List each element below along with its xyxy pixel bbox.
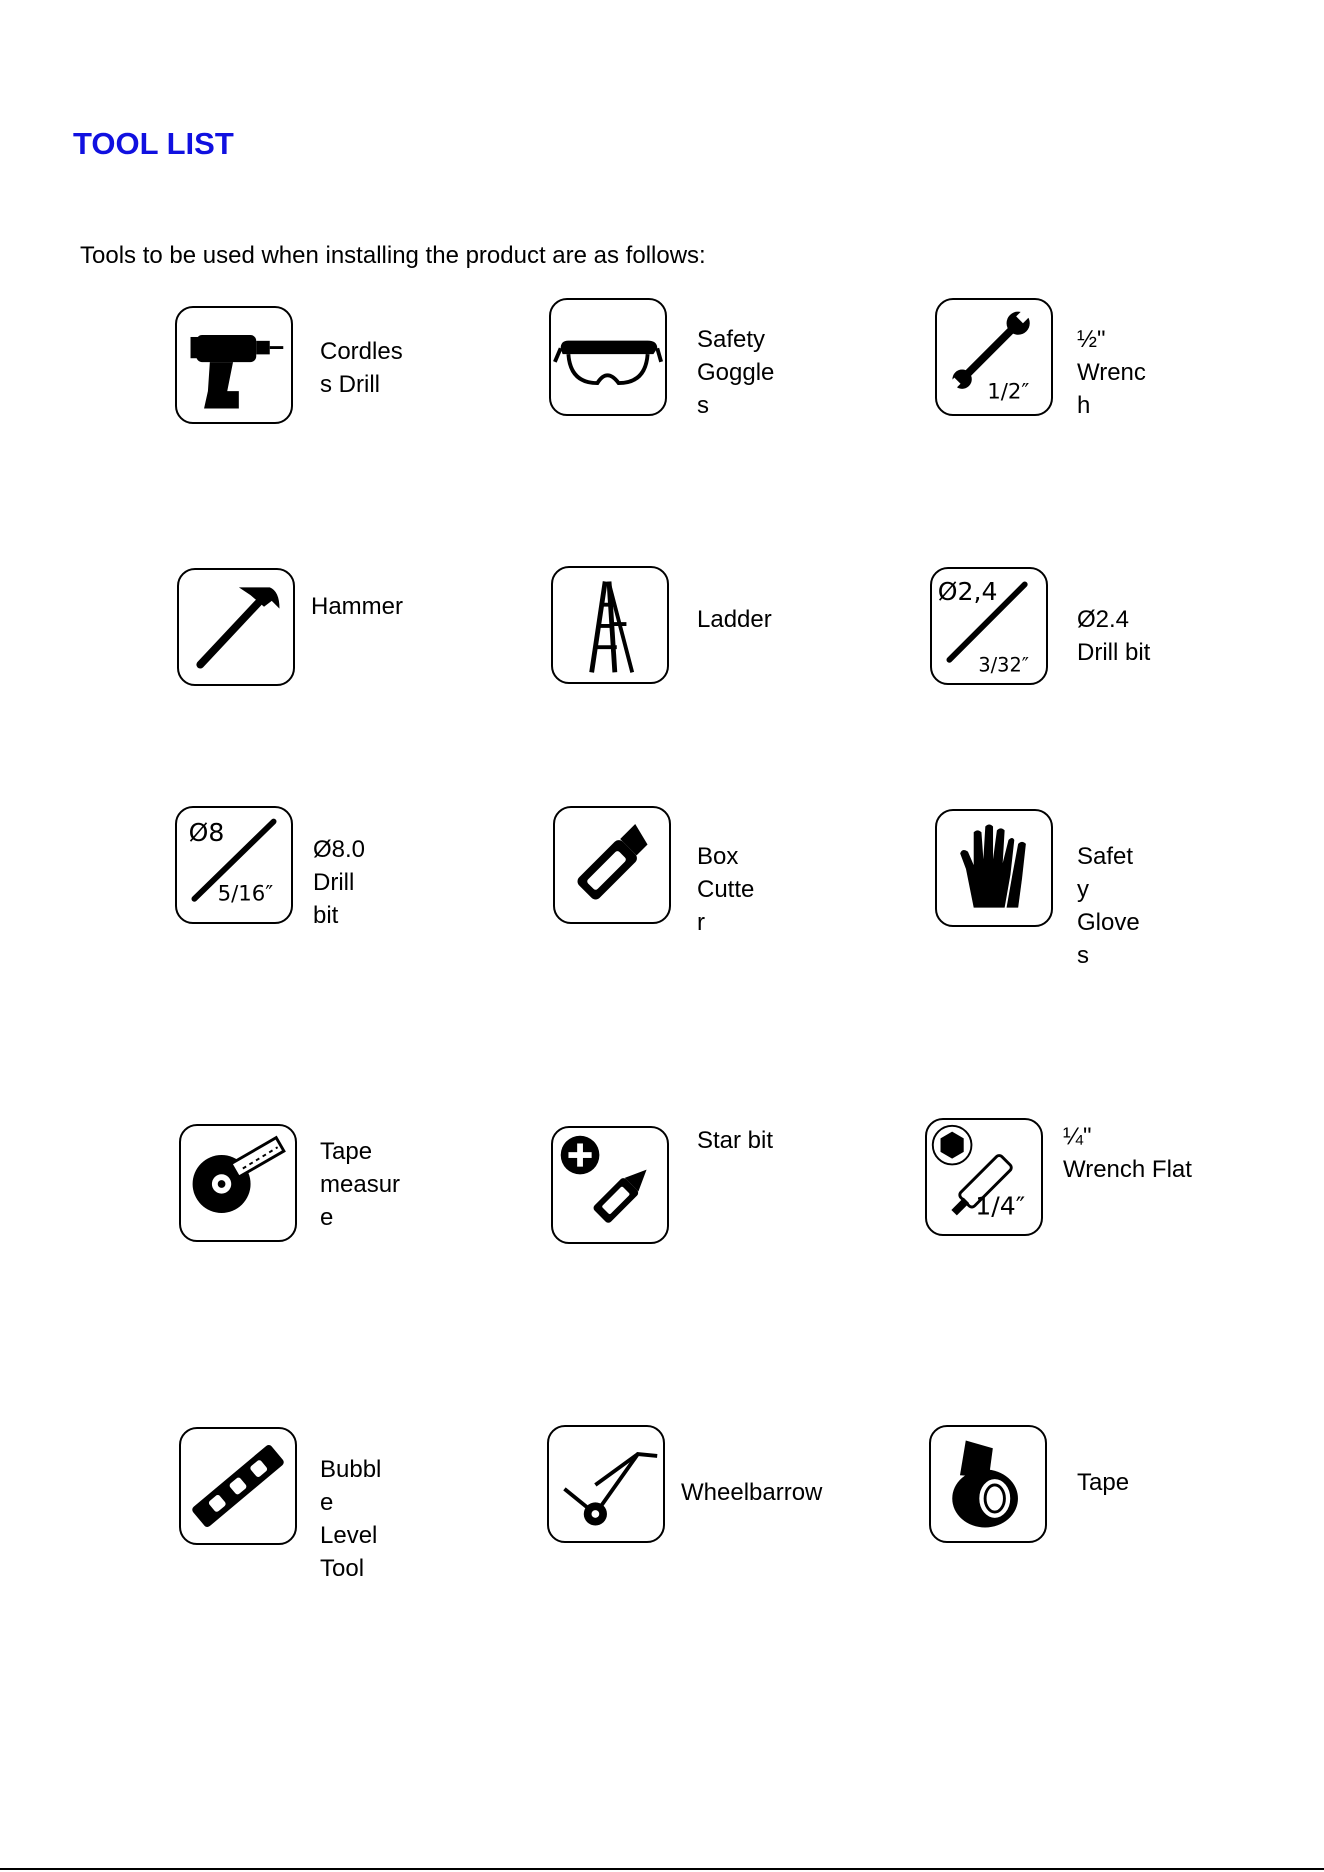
wheelbarrow-icon	[547, 1425, 665, 1543]
cordless-drill-icon	[175, 306, 293, 424]
drill-bit-small-icon	[930, 567, 1048, 685]
tool-label-box-cutter: Box Cutte r	[697, 843, 755, 936]
tool-label-tape: Tape	[1077, 1469, 1130, 1496]
tool-label-ladder: Ladder	[697, 606, 772, 633]
tool-label-bubble-level: Bubbl e Level Tool	[320, 1456, 382, 1582]
hammer-icon	[177, 568, 295, 686]
wrench-icon	[935, 298, 1053, 416]
intro-text: Tools to be used when installing the product are as follows:	[80, 242, 706, 269]
safety-gloves-icon	[935, 809, 1053, 927]
tool-label-drill-bit-large: Ø8.0 Drill bit	[313, 836, 366, 929]
tool-label-hammer: Hammer	[311, 593, 404, 620]
tool-label-star-bit: Star bit	[697, 1127, 774, 1154]
tool-label-hex-wrench: ¼" Wrench Flat	[1063, 1123, 1192, 1183]
tool-label-wheelbarrow: Wheelbarrow	[681, 1479, 823, 1506]
star-bit-icon	[551, 1126, 669, 1244]
hex-bit-size-text: 1/4″	[975, 1191, 1026, 1221]
wrench-size-text: 1/2″	[987, 379, 1030, 405]
tool-label-tape-measure: Tape measur e	[320, 1138, 401, 1231]
page-title: TOOL LIST	[73, 126, 234, 161]
tool-label-wrench: ½" Wrenc h	[1077, 326, 1146, 419]
drill-bit-large-diameter-text: Ø8	[188, 817, 225, 847]
ladder-icon	[551, 566, 669, 684]
tool-label-drill-bit-small: Ø2.4 Drill bit	[1077, 606, 1151, 666]
bubble-level-icon	[179, 1427, 297, 1545]
page-bottom-rule	[0, 1868, 1324, 1870]
tool-label-safety-gloves: Safet y Glove s	[1077, 843, 1140, 969]
drill-bit-small-size-text: 3/32″	[978, 653, 1029, 677]
box-cutter-icon	[553, 806, 671, 924]
hex-wrench-bit-icon	[925, 1118, 1043, 1236]
drill-bit-large-icon	[175, 806, 293, 924]
tape-roll-icon	[929, 1425, 1047, 1543]
tool-label-cordless-drill: Cordles s Drill	[320, 338, 403, 398]
drill-bit-small-diameter-text: Ø2,4	[937, 576, 998, 606]
tape-measure-icon	[179, 1124, 297, 1242]
drill-bit-large-size-text: 5/16″	[217, 881, 274, 907]
safety-goggles-icon	[549, 298, 667, 416]
tool-label-safety-goggles: Safety Goggle s	[697, 326, 775, 419]
